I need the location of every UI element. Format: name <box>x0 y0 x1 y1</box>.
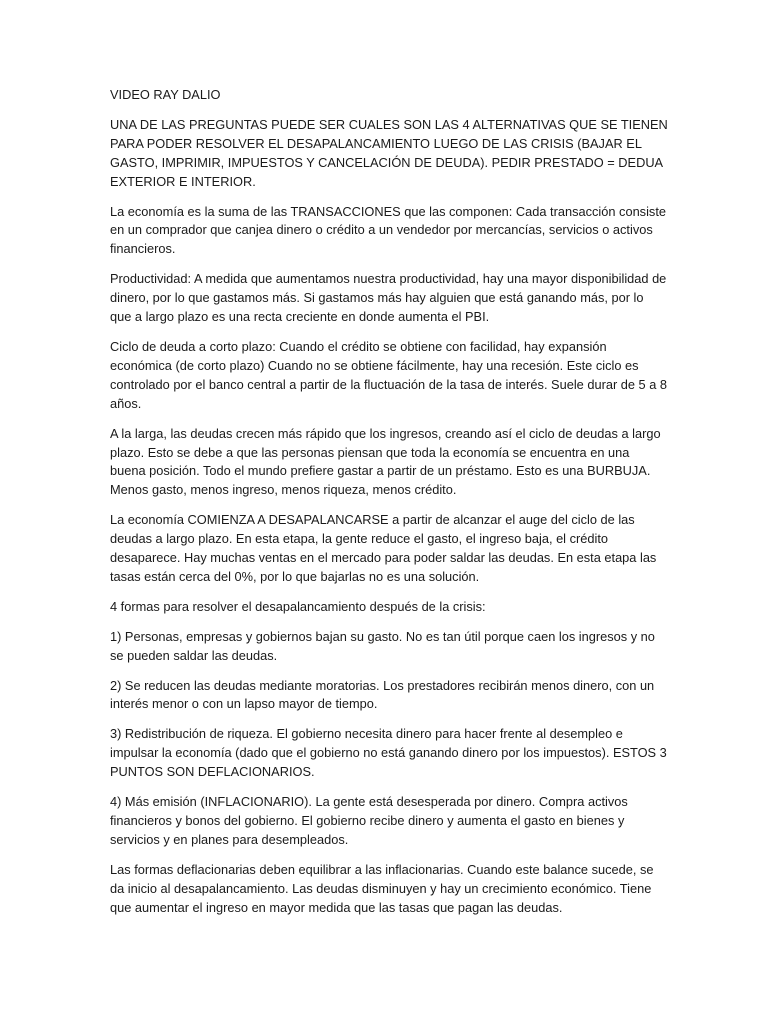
paragraph-deleveraging: La economía COMIENZA A DESAPALANCARSE a partir de alcanzar el auge del ciclo de las deudas a largo plazo. En esta etapa, la gente reduce el gasto, el ingreso baja, el crédito desaparece. Hay muchas ventas en el mercado para poder saldar las deudas. En esta etapa las tasas están cerca del 0%, por lo que bajarlas no es una solución. <box>110 512 657 584</box>
paragraph-economy-transactions: La economía es la suma de las TRANSACCIONES que las componen: Cada transacción consiste en un comprador que canjea dinero o crédito a un vendedor por mercancías, servicios o activos financieros. <box>110 203 666 257</box>
paragraph-way-1: 1) Personas, empresas y gobiernos bajan su gasto. No es tan útil porque caen los ingresos y no se pueden saldar las deudas. <box>110 628 655 663</box>
paragraph-conclusion: Las formas deflacionarias deben equilibrar a las inflacionarias. Cuando este balance sucede, se da inicio al desapalancamiento. Las deudas disminuyen y hay un crecimiento económico. Tiene que aumentar el ingreso en mayor medida que las tasas que pagan las deudas. <box>110 861 654 915</box>
paragraph-long-term-debt-cycle: A la larga, las deudas crecen más rápido que los ingresos, creando así el ciclo de deudas a largo plazo. Esto se debe a que las personas piensan que toda la economía se encuentra en una buena posición. Todo el mundo prefiere gastar a partir de un préstamo. Esto es una BURBUJA. Menos gasto, menos ingreso, menos riqueza, menos crédito. <box>110 425 661 498</box>
paragraph-short-term-debt-cycle: Ciclo de deuda a corto plazo: Cuando el crédito se obtiene con facilidad, hay expansión económica (de corto plazo) Cuando no se obtiene fácilmente, hay una recesión. Este ciclo es controlado por el banco central a partir de la fluctuación de la tasa de interés. Suele durar de 5 a 8 años. <box>110 338 668 411</box>
paragraph-exam-question: UNA DE LAS PREGUNTAS PUEDE SER CUALES SON LAS 4 ALTERNATIVAS QUE SE TIENEN PARA PODER RESOLVER EL DESAPALANCAMIENTO LUEGO DE LAS CRISIS (BAJAR EL GASTO, IMPRIMIR, IMPUESTOS Y CANCELACIÓN DE DEUDA). PEDIR PRESTADO = DEDUA EXTERIOR E INTERIOR. <box>110 116 668 189</box>
paragraph-four-ways-intro: 4 formas para resolver el desapalancamiento después de la crisis: <box>110 598 486 614</box>
paragraph-way-2: 2) Se reducen las deudas mediante moratorias. Los prestadores recibirán menos dinero, con un interés menor o con un lapso mayor de tiempo. <box>110 677 655 712</box>
paragraph-way-3: 3) Redistribución de riqueza. El gobierno necesita dinero para hacer frente al desempleo e impulsar la economía (dado que el gobierno no está ganando dinero por los impuestos). ESTOS 3 PUNTOS SON DEFLACIONARIOS. <box>110 726 667 780</box>
paragraph-productivity: Productividad: A medida que aumentamos nuestra productividad, hay una mayor disponibilidad de dinero, por lo que gastamos más. Si gastamos más hay alguien que está ganando más, por lo que a largo plazo es una recta creciente en donde aumenta el PBI. <box>110 271 667 325</box>
paragraph-way-4: 4) Más emisión (INFLACIONARIO). La gente está desesperada por dinero. Compra activos financieros y bonos del gobierno. El gobierno recibe dinero y aumenta el gasto en bienes y servicios y en planes para desempleados. <box>110 794 628 847</box>
document-title: VIDEO RAY DALIO <box>110 87 221 102</box>
